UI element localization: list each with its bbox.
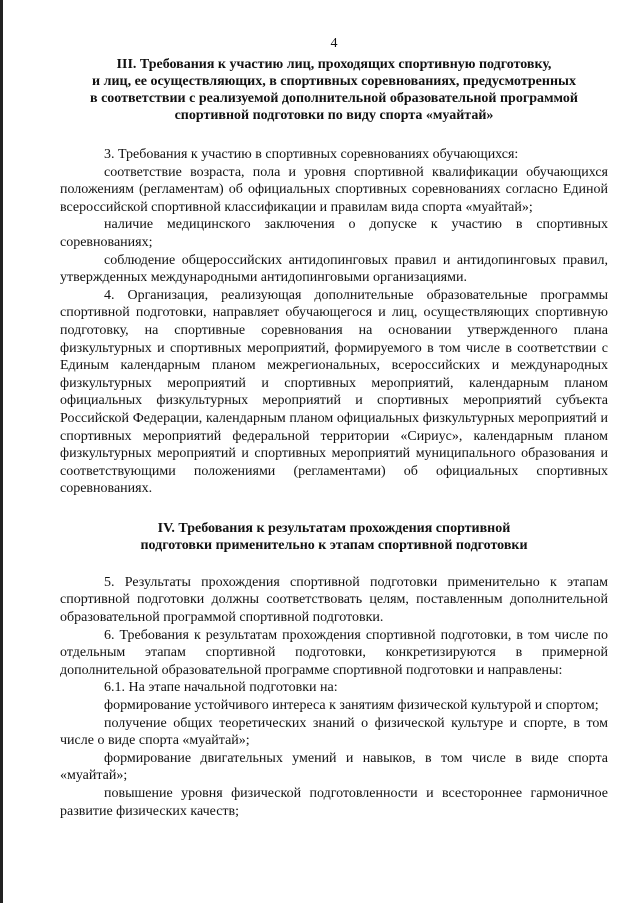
paragraph: 3. Требования к участию в спортивных соревнованиях обучающихся:: [104, 147, 519, 162]
paragraph: соблюдение общероссийских антидопинговых правил и антидопинговых правил, утвержденных международными антидопинговыми организациями.: [60, 252, 608, 286]
paragraph: 4. Организация, реализующая дополнительные образовательные программы спортивной подготовки, направляет обучающегося и лиц, осуществляющих спортивную подготовку, на спортивные соревнования на основании утвержденного плана физкультурных и спортивных мероприятий, формируемого в том числе в соответствии с Единым календарным планом межрегиональных, всероссийских и международных физкультурных мероприятий и спортивных мероприятий, календарным планом официальных физкультурных мероприятий и спортивных мероприятий субъекта Российской Федерации, календарным планом официальных физкультурных мероприятий и спортивных мероприятий федеральной территории «Сириус», календарным планом физкультурных мероприятий и спортивных мероприятий муниципального образования и соответствующими положениями (регламентами) об официальных спортивных соревнованиях.: [60, 287, 608, 497]
section-4-heading: [60, 520, 608, 554]
scan-edge-line: [0, 0, 3, 903]
paragraph: повышение уровня физической подготовленности и всестороннее гармоничное развитие физических качеств;: [60, 786, 608, 819]
heading-line: III. Требования к участию лиц, проходящих спортивную подготовку,: [116, 57, 552, 72]
section-3-body: [60, 146, 608, 498]
paragraph: наличие медицинского заключения о допуске к участию в спортивных соревнованиях;: [60, 217, 608, 250]
paragraph: 5. Результаты прохождения спортивной подготовки применительно к этапам спортивной подготовки должны соответствовать целям, поставленным дополнительной образовательной программой спортивной подготовки.: [60, 574, 608, 626]
section-3-heading: [60, 56, 608, 124]
paragraph: 6. Требования к результатам прохождения спортивной подготовки, в том числе по отдельным этапам спортивной подготовки, конкретизируются в примерной дополнительной образовательной программе спортивной подготовки и направлены:: [60, 627, 608, 678]
heading-line: подготовки применительно к этапам спортивной подготовки: [140, 537, 528, 553]
paragraph: получение общих теоретических знаний о физической культуре и спорте, в том числе о виде спорта «муайтай»;: [60, 715, 608, 749]
heading-line: IV. Требования к результатам прохождения спортивной: [157, 520, 511, 536]
paragraph: формирование двигательных умений и навыков, в том числе в виде спорта «муайтай»;: [60, 750, 608, 784]
paragraph: формирование устойчивого интереса к занятиям физической культурой и спортом;: [104, 698, 599, 714]
page-number: 4: [330, 36, 338, 51]
section-4-body: [60, 574, 608, 820]
paragraph: соответствие возраста, пола и уровня спортивной квалификации обучающихся положениям (регламентам) об официальных спортивных соревнованиях согласно Единой всероссийской спортивной классификации и правилам вида спорта «муайтай»;: [60, 164, 608, 215]
heading-line: и лиц, ее осуществляющих, в спортивных соревнованиях, предусмотренных: [92, 74, 576, 89]
paragraph: 6.1. На этапе начальной подготовки на:: [104, 680, 338, 696]
heading-line: спортивной подготовки по виду спорта «муайтай»: [174, 108, 494, 123]
heading-line: в соответствии с реализуемой дополнительной образовательной программой: [90, 91, 578, 106]
